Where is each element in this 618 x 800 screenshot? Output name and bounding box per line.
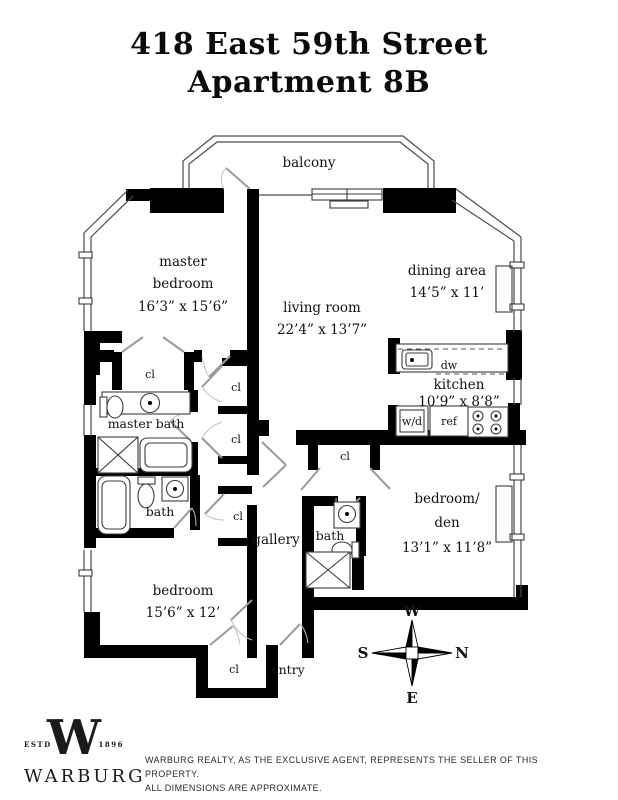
master-bedroom-label-1: master (159, 254, 207, 270)
closet-label: cl (229, 663, 239, 676)
kitchen-label: kitchen (433, 377, 485, 393)
kitchen-dims: 10’9” x 8’8” (418, 394, 500, 410)
compass-north: N (455, 644, 469, 662)
gallery-label: gallery (252, 532, 300, 548)
toilet-tank (352, 542, 359, 558)
compass-east: E (406, 689, 418, 707)
compass-south: S (357, 644, 369, 662)
disclaimer (145, 753, 575, 795)
dishwasher-label: dw (440, 359, 458, 372)
bath-left-label: bath (145, 504, 175, 519)
toilet-tank (138, 477, 155, 484)
bedroom-label: bedroom (152, 583, 214, 599)
bath-left-fixtures (98, 476, 188, 534)
disclaimer-line-1: WARBURG REALTY, AS THE EXCLUSIVE AGENT, REPRESENTS THE SELLER OF THIS PROPERTY. (145, 755, 539, 779)
master-bedroom-dims: 16’3” x 15’6” (137, 299, 229, 315)
master-bath-fixtures (98, 392, 192, 473)
refrigerator-label: ref (441, 415, 457, 428)
logo-monogram: W (47, 710, 101, 766)
bedroom-dims: 15’6” x 12’ (145, 605, 221, 621)
closet-label: cl (231, 433, 241, 446)
warburg-logo (24, 710, 146, 787)
toilet-tank (100, 397, 107, 417)
disclaimer-line-2: ALL DIMENSIONS ARE APPROXIMATE. (145, 783, 322, 793)
bedroom-den-label-1: bedroom/ (414, 491, 480, 507)
title-apartment: Apartment 8B (187, 65, 431, 100)
washer-dryer-label: w/d (401, 415, 423, 428)
closet-label: cl (145, 368, 155, 381)
bedroom-den-dims: 13’1” x 11’8” (401, 540, 493, 556)
closet-label: cl (340, 450, 350, 463)
logo-name: WARBURG (24, 766, 146, 787)
logo-year: 1896 (98, 740, 124, 749)
logo-estd: ESTD (24, 740, 52, 749)
compass-rose-icon (358, 602, 470, 707)
bath-right-fixtures (306, 502, 360, 588)
toilet-icon (107, 396, 123, 418)
living-room-dims: 22’4” x 13’7” (276, 322, 368, 338)
balcony-label: balcony (282, 155, 336, 171)
dining-area-dims: 14’5” x 11’ (409, 285, 485, 301)
bath-right-label: bath (315, 528, 345, 543)
master-bath-label: master bath (107, 416, 185, 431)
closet-label: cl (233, 510, 243, 523)
dining-area-label: dining area (407, 263, 487, 279)
master-bedroom-label-2: bedroom (152, 276, 214, 292)
compass-west: W (403, 602, 421, 620)
title-address: 418 East 59th Street (130, 27, 488, 62)
closet-label: cl (231, 381, 241, 394)
entry-label: entry (271, 662, 305, 677)
living-room-label: living room (283, 300, 361, 316)
bedroom-den-label-2: den (434, 515, 460, 531)
